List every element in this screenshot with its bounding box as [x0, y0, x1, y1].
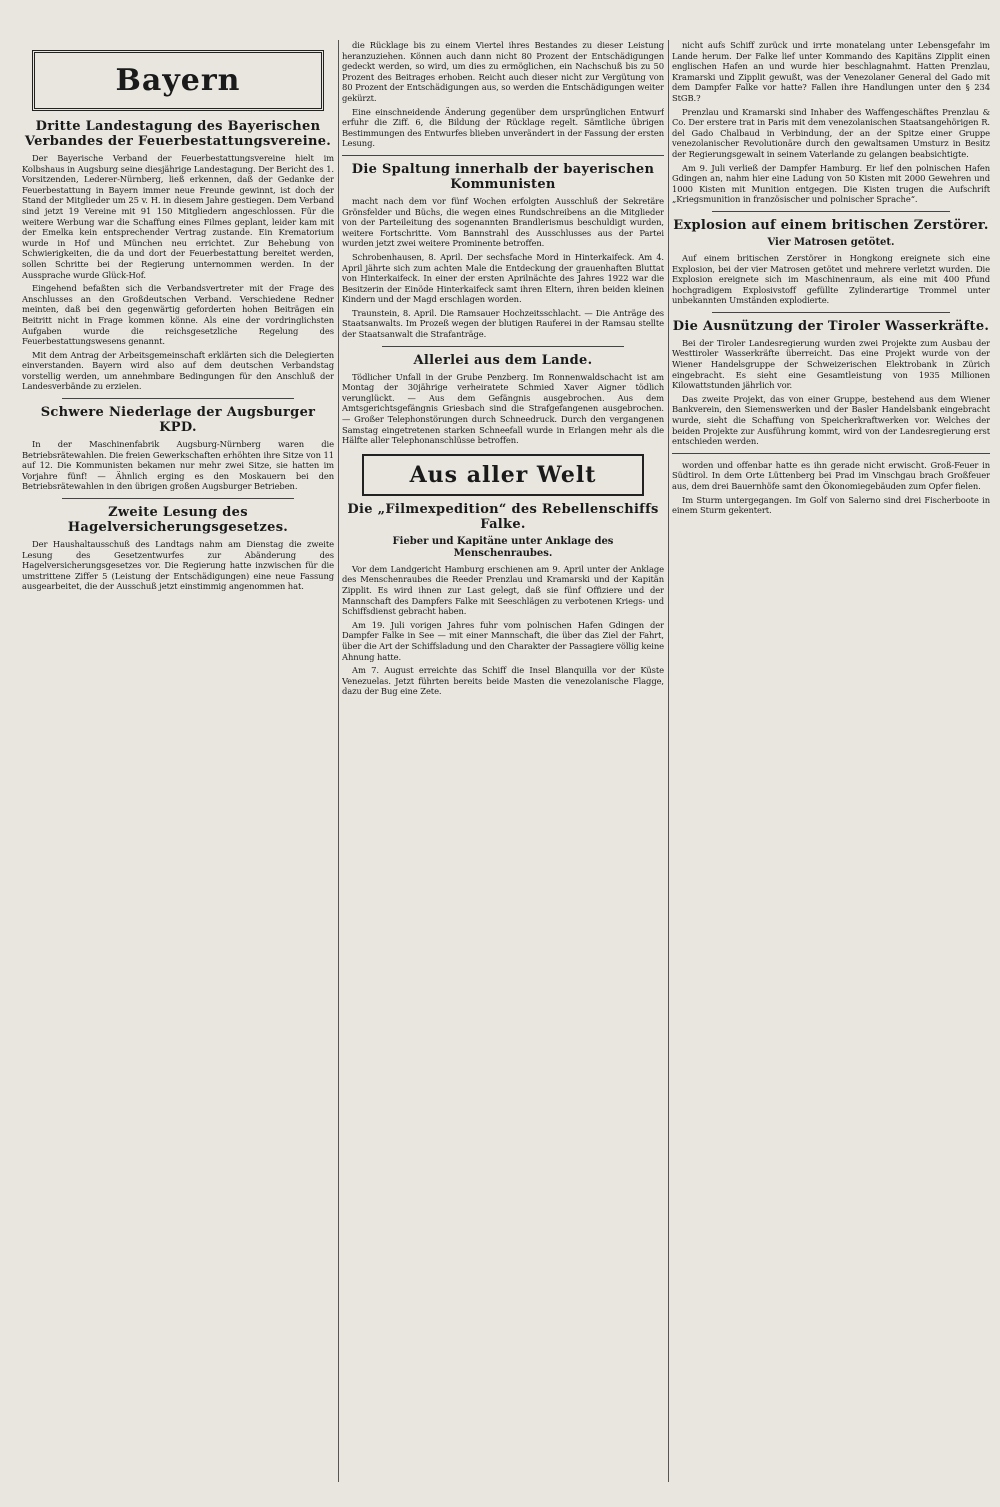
- section-title-box: [32, 50, 324, 111]
- article-paragraph: In der Maschinenfabrik Augsburg-Nürnberg waren die Betriebsrätewahlen. Die freien Gewerkschaften erhöhten ihre Sitze von 11 auf 12. Die Kommunisten bekamen nur mehr zwei Sitze, sie hatten im Vorjahre fünf! — Ähnlich erging es den Moskauern bei den Betriebsrätewahlen in den übrigen großen Augsburger Betrieben.: [22, 439, 334, 492]
- divider: [62, 498, 294, 499]
- article-paragraph: nicht aufs Schiff zurück und irrte monatelang unter Lebensgefahr im Lande herum. Der Falke lief unter Kommando des Kapitäns Zipplit einen englischen Hafen an und wurde hier beschlagnahmt. Hatten Prenzlau, Kramarski und Zipplit gewußt, was der Venezolaner General del Gado mit dem Dampfer Falke vor hatte? Fallen ihre Handlungen unter den § 234 StGB.?: [672, 40, 990, 103]
- article-paragraph: Am 7. August erreichte das Schiff die Insel Blanquilla vor der Küste Venezuelas. Jetzt führten bereits beide Masten die venezolanische Flagge, dazu der Bug eine Zete.: [342, 665, 664, 697]
- article-paragraph: Vor dem Landgericht Hamburg erschienen am 9. April unter der Anklage des Menschenraubes die Reeder Prenzlau und Kramarski und der Kapitän Zipplit. Es wird ihnen zur Last gelegt, daß sie fünf Offiziere und der Mannschaft des Dampfers Falke mit Seeschlägen zu verbotenen Kriegs- und Schiffsdienst gebracht haben.: [342, 563, 664, 617]
- article-paragraph: Bei der Tiroler Landesregierung wurden zwei Projekte zum Ausbau der Westtiroler Wasserkräfte überreicht. Das eine Projekt wurde von der Wiener Handelsgruppe der Schweizerischen Elektrobank in Zürich eingebracht. Es sieht eine Gesamtleistung von 1935 Millionen Kilowattstunden jährlich vor.: [672, 337, 990, 391]
- divider: [62, 398, 294, 399]
- article-paragraph: Am 19. Juli vorigen Jahres fuhr vom polnischen Hafen Gdingen der Dampfer Falke in See — mit einer Mannschaft, die über das Ziel der Fahrt, über die Art der Schiffsladung und den Charakter der Passagiere völlig keine Ahnung hatte.: [342, 619, 664, 662]
- article-paragraph: macht nach dem vor fünf Wochen erfolgten Ausschluß der Sekretäre Grönsfelder und Büchs, die wegen eines Rundschreibens an die Mitglieder von der Parteileitung des sogenannten Brandlerismus beschuldigt wurden, weitere Fortschritte. Vom Bannstrahl des Ausschlusses aus der Partei wurden jetzt zwei weitere Prominente betroffen.: [342, 195, 664, 249]
- article-headline: Die „Filmexpedition“ des Rebellenschiffs Falke.: [347, 501, 659, 532]
- article-headline: Explosion auf einem britischen Zerstörer.: [673, 217, 989, 233]
- article-headline: Die Ausnützung der Tiroler Wasserkräfte.: [672, 318, 990, 334]
- article-paragraph: Eingehend befaßten sich die Verbandsvertreter mit der Frage des Anschlusses an den Großdeutschen Verband. Verschiedene Redner meinten, daß bei den gegenwärtig geforderten hohen Beiträgen ein Beitritt nicht in Frage kommen könne. Als eine der vordringlichsten Aufgaben wurde die reichsgesetzliche Regelung des Feuerbestattungswesens genannt.: [22, 283, 334, 347]
- divider: [382, 346, 624, 347]
- section-title: Bayern: [115, 63, 241, 98]
- article-paragraph: Der Haushaltausschuß des Landtags nahm am Dienstag die zweite Lesung des Gesetzentwurfes zur Abänderung des Hagelversicherungsgesetzes vor. Die Regierung hatte inzwischen für die umstrittene Ziffer 5 (Leistung der Entschädigungen) eine neue Fassung ausgearbeitet, die der Ausschuß jetzt einstimmig angenommen hat.: [22, 539, 334, 592]
- section-title: Aus aller Welt: [409, 461, 597, 488]
- divider: [672, 453, 990, 454]
- column-1: [22, 40, 334, 1482]
- article-paragraph: Mit dem Antrag der Arbeitsgemeinschaft erklärten sich die Delegierten einverstanden. Bayern wird also auf dem deutschen Verbandstag vorstellig werden, um annehmbare Bedingungen für den Anschluß der Landesverbände zu erzielen.: [22, 349, 334, 392]
- divider: [712, 312, 950, 313]
- column-rule: [668, 40, 669, 1482]
- article-paragraph: Eine einschneidende Änderung gegenüber dem ursprünglichen Entwurf erfuhr die Ziff. 6, die Bildung der Rücklage regelt. Sämtliche übrigen Bestimmungen des Entwurfes blieben unverändert in der Fassung der ersten Lesung.: [342, 106, 664, 149]
- article-headline: Dritte Landestagung des Bayerischen Verbandes der Feuerbestattungsvereine.: [24, 119, 332, 149]
- section-title-box: [362, 454, 644, 496]
- article-paragraph: Tödlicher Unfall in der Grube Penzberg. Im Ronnenwaldschacht ist am Montag der 30jährige verheiratete Schmied Xaver Aigner tödlich verunglückt. — Aus dem Gefängnis ausgebrochen. Aus dem Amtsgerichtsgefängnis Griesbach sind die Strafgefangenen ausgebrochen. — Großer Telephonstörungen durch Schneedruck. Durch den vergangenen Samstag eingetretenen starken Schneefall wurde in Erlangen mehr als die Hälfte aller Telephonanschlüsse betroffen.: [342, 371, 664, 446]
- article-paragraph: Das zweite Projekt, das von einer Gruppe, bestehend aus dem Wiener Bankverein, den Siemenswerken und der Basler Handelsbank eingebracht wurde, sieht die Schaffung von Speicherkraftwerken vor. Welches der beiden Projekte zur Ausführung kommt, wird von der Landesregierung erst entschieden werden.: [672, 393, 990, 447]
- article-paragraph: Auf einem britischen Zerstörer in Hongkong ereignete sich eine Explosion, bei der vier Matrosen getötet und mehrere verletzt wurden. Die Explosion ereignete sich im Maschinenraum, als eine mit 400 Pfund hochgradigem Explosivstoff gefüllte Zylinderartige Trommel unter unbekannten Umständen explodierte.: [672, 252, 990, 306]
- column-2: [342, 40, 664, 1482]
- article-paragraph: Am 9. Juli verließ der Dampfer Hamburg. Er lief den polnischen Hafen Gdingen an, nahm hier eine Ladung von 50 Kisten mit 2000 Gewehren und 1000 Kisten mit Munition entgegen. Die Kisten trugen die Aufschrift „Kriegsmunition in französischer und polnischer Sprache“.: [672, 162, 990, 205]
- article-paragraph: die Rücklage bis zu einem Viertel ihres Bestandes zu dieser Leistung heranzuziehen. Können auch dann nicht 80 Prozent der Entschädigungen gedeckt werden, so wird, um dies zu ermöglichen, ein Nachschuß bis zu 50 Prozent des Beitrages erhoben. Reicht auch dieser nicht zur Vergütung von 80 Prozent der Entschädigungen aus, so werden die Entschädigungen weiter gekürzt.: [342, 40, 664, 103]
- article-headline: Zweite Lesung des Hagelversicherungsgesetzes.: [67, 505, 289, 536]
- article-paragraph: Schrobenhausen, 8. April. Der sechsfache Mord in Hinterkaifeck. Am 4. April jährte sich zum achten Male die Entdeckung der grauenhaften Bluttat von Hinterkaifeck. In einer der ersten Aprilnächte des Jahres 1922 war die Besitzerin der Einöde Hinterkaifeck samt ihren Eltern, ihren beiden kleinen Kindern und der Magd erschlagen worden.: [342, 251, 664, 305]
- article-paragraph: worden und offenbar hatte es ihn gerade nicht erwischt. Groß-Feuer in Südtirol. In dem Orte Lüttenberg bei Prad im Vinschgau brach Großfeuer aus, dem drei Bauernhöfe samt den Ökonomiegebäuden zum Opfer fielen.: [672, 459, 990, 491]
- article-paragraph: Der Bayerische Verband der Feuerbestattungsvereine hielt im Kolbshaus in Augsburg seine diesjährige Landestagung. Der Bericht des 1. Vorsitzenden, Lederer-Nürnberg, ließ erkennen, daß der Gedanke der Feuerbestattung in Bayern immer neue Freunde gewinnt, ist doch der Stand der Mitglieder um 25 v. H. in diesem Jahre gestiegen. Dem Verband sind jetzt 19 Vereine mit 91 150 Mitgliedern angeschlossen. Für die weitere Werbung war die Schaffung eines Filmes geplant, leider kam mit der Emelka kein entsprechender Vertrag zustande. Ein Krematorium wurde in Hof und München neu errichtet. Zur Behebung von Schwierigkeiten, die da und dort der Feuerbestattung bereitet werden, sollen Schritte bei der Regierung unternommen werden. In der Aussprache wurde Glück-Hof.: [22, 153, 334, 280]
- divider: [712, 211, 950, 212]
- column-3: [672, 40, 990, 1482]
- column-rule: [338, 40, 339, 1482]
- article-subheadline: Vier Matrosen getötet.: [767, 236, 895, 248]
- article-paragraph: Prenzlau und Kramarski sind Inhaber des Waffengeschäftes Prenzlau & Co. Der erstere trat in Paris mit dem venezolanischen Staatsangehörigen R. del Gado Chalbaud in Verbindung, der an der Spitze einer Gruppe venezolanischer Revolutionäre durch den gewaltsamen Umsturz in Besitz der Regierungsgewalt in seinem Vaterlande zu gelangen beabsichtigte.: [672, 106, 990, 159]
- article-paragraph: Im Sturm untergegangen. Im Golf von Salerno sind drei Fischerboote in einem Sturm gekentert.: [672, 494, 990, 516]
- article-headline: Die Spaltung innerhalb der bayerischen Kommunisten: [351, 161, 655, 192]
- divider: [342, 155, 664, 156]
- article-paragraph: Traunstein, 8. April. Die Ramsauer Hochzeitsschlacht. — Die Anträge des Staatsanwalts. Im Prozeß wegen der blutigen Rauferei in der Ramsau stellte der Staatsanwalt die Strafanträge.: [342, 307, 664, 340]
- article-headline: Schwere Niederlage der Augsburger KPD.: [40, 405, 316, 436]
- article-subheadline: Fieber und Kapitäne unter Anklage des Menschenraubes.: [392, 535, 614, 559]
- article-headline: Allerlei aus dem Lande.: [413, 352, 593, 368]
